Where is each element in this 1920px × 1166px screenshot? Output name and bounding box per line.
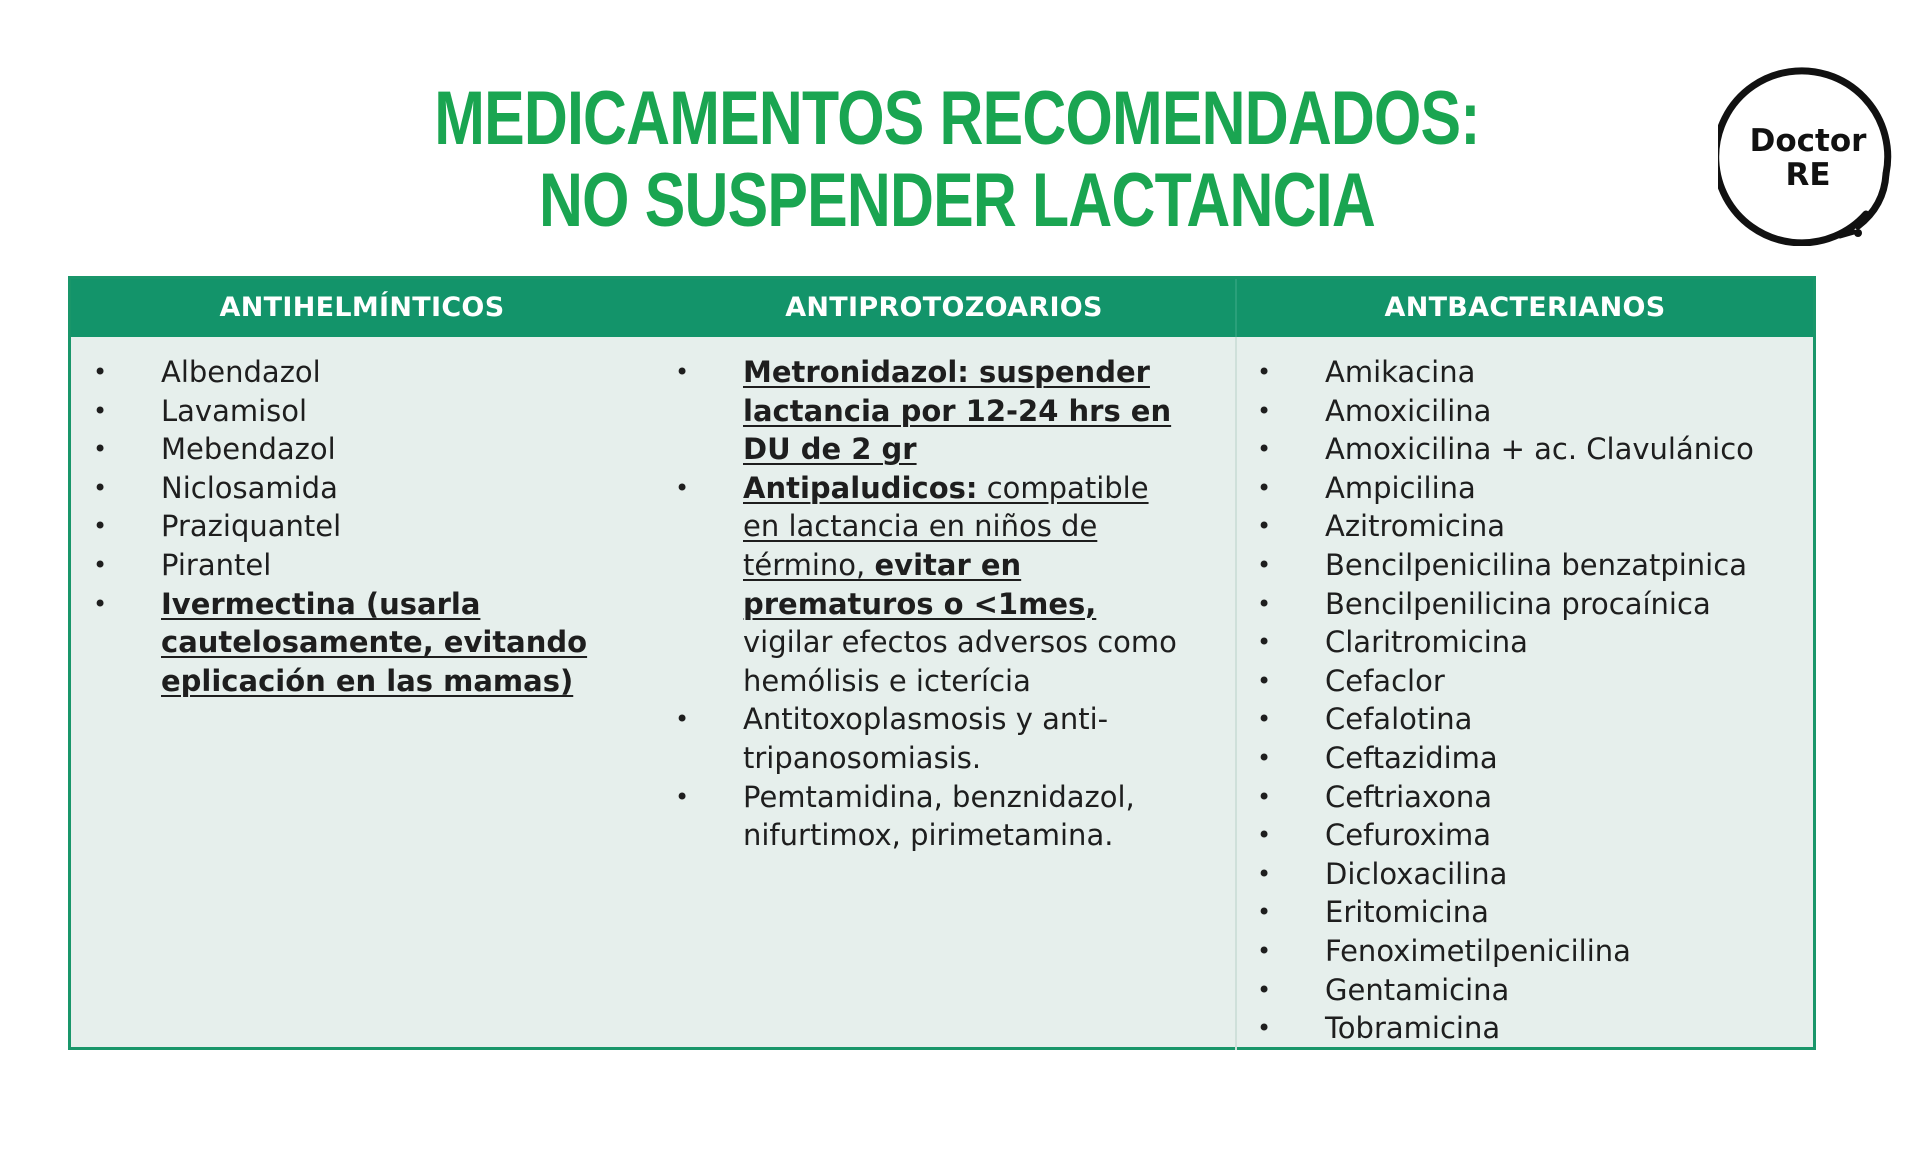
page-title [189,78,1725,242]
list-item: • Niclosamida [81,469,641,508]
list-item-warning [81,585,641,701]
column-divider [1235,337,1237,1050]
doctor-re-logo [1718,66,1898,246]
list-item: • Antitoxoplasmosis y anti-tripanosomiasis. [663,700,1183,777]
list-item: • Amoxicilina + ac. Clavulánico [1245,430,1811,469]
ivermectina-warning: Ivermectina (usarla cautelosamente, evitando eplicación en las mamas) [161,586,588,698]
list-item: • Claritromicina [1245,623,1811,662]
antipaludicos-warning: evitar en prematuros o <1mes, [743,547,1097,621]
header-antiprotozoarios: ANTIPROTOZOARIOS [785,292,1103,323]
logo-line-2: RE [1785,157,1831,193]
list-item: • Pirantel [81,546,641,585]
header-antibacterianos: ANTBACTERIANOS [1384,292,1666,323]
logo-line-1: Doctor [1749,123,1867,159]
antipaludicos-label: Antipaludicos: [743,470,978,505]
antibacterianos-list [1245,353,1811,1048]
list-item: • Ceftazidima [1245,739,1811,778]
list-item-metronidazol [663,353,1183,469]
header-antihelminticos: ANTIHELMÍNTICOS [219,292,505,323]
list-item: • Eritomicina [1245,893,1811,932]
title-line-1: MEDICAMENTOS RECOMENDADOS: [434,76,1480,161]
list-item: • Lavamisol [81,392,641,431]
medication-table [68,276,1816,1050]
table-header-row [71,279,1813,337]
list-item: • Ampicilina [1245,469,1811,508]
list-item: • Amikacina [1245,353,1811,392]
list-item: • Cefalotina [1245,700,1811,739]
list-item: • Bencilpenicilina benzatpinica [1245,546,1811,585]
metronidazol-warning: Metronidazol: suspender lactancia por 12-24 hrs en DU de 2 gr [743,355,1172,467]
logo-text [1718,124,1898,192]
antipaludicos-text-2: vigilar efectos adversos como hemólisis e icterícia [743,625,1177,698]
list-item: • Azitromicina [1245,507,1811,546]
list-item: • Mebendazol [81,430,641,469]
list-item: • Pemtamidina, benznidazol, nifurtimox, pirimetamina. [663,778,1183,855]
list-item: • Cefuroxima [1245,816,1811,855]
antihelminticos-list [81,353,641,700]
list-item-antipaludicos [663,469,1183,701]
list-item: • Gentamicina [1245,971,1811,1010]
list-item: • Albendazol [81,353,641,392]
list-item: • Praziquantel [81,507,641,546]
list-item: • Amoxicilina [1245,392,1811,431]
list-item: • Bencilpenilicina procaínica [1245,585,1811,624]
list-item: • Fenoximetilpenicilina [1245,932,1811,971]
title-line-2: NO SUSPENDER LACTANCIA [539,158,1375,243]
header-divider [1235,279,1237,337]
list-item: • Tobramicina [1245,1009,1811,1048]
list-item: • Cefaclor [1245,662,1811,701]
antipaludicos-text-1: compatible en lactancia en niños de término, [743,470,1149,582]
list-item: • Dicloxacilina [1245,855,1811,894]
list-item: • Ceftriaxona [1245,778,1811,817]
antiprotozoarios-list [663,353,1183,855]
